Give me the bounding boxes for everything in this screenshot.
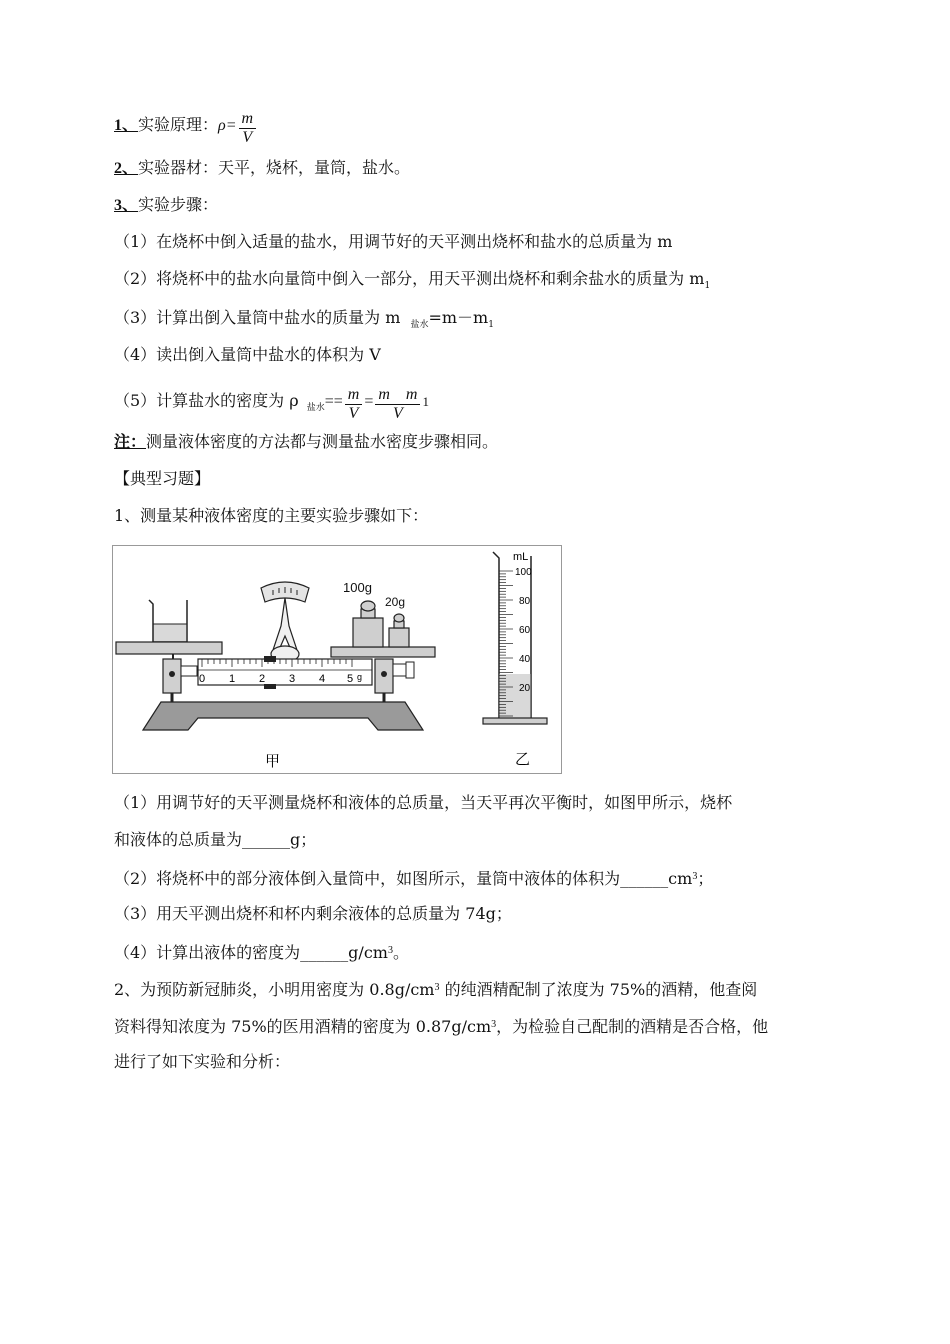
step-4 xyxy=(114,344,381,366)
exercise-heading-text: 【典型习题】 xyxy=(114,469,211,488)
fraction-denominator: V xyxy=(348,405,359,422)
steps-heading-line xyxy=(114,194,218,217)
question-2-line-2-rest: ，为检验自己配制的酒精是否合格，他 xyxy=(496,1017,769,1036)
note-line xyxy=(114,431,498,453)
question-2-line-2-text: 资料得知浓度为 75%的医用酒精的密度为 0.87g/cm xyxy=(114,1017,492,1036)
question-2-line-2 xyxy=(114,1014,768,1038)
note-text: 测量液体密度的方法都与测量盐水密度步骤相同。 xyxy=(146,432,499,451)
step-5-subscript: 盐水 xyxy=(306,403,325,413)
question-1-part-1b-text: 和液体的总质量为______g； xyxy=(114,830,317,849)
scale-tick-0: 0 xyxy=(199,673,206,685)
step-2-subscript: 1 xyxy=(704,281,711,291)
section-3-number: 3、 xyxy=(114,197,139,214)
fraction-numerator: m m xyxy=(375,386,420,405)
balance-base xyxy=(143,702,423,730)
fraction-denominator: V xyxy=(242,129,253,146)
step-1-text: （1）在烧杯中倒入适量的盐水，用调节好的天平测出烧杯和盐水的总质量为 m xyxy=(114,232,673,251)
right-pan xyxy=(331,647,435,657)
principle-label: 实验原理： xyxy=(138,115,219,134)
fraction-numerator: m xyxy=(345,386,363,405)
question-1-part-2 xyxy=(114,866,713,890)
step-5-text: （5）计算盐水的密度为 ρ xyxy=(114,391,299,410)
scale-tick-4: 4 xyxy=(319,673,326,685)
step-1 xyxy=(114,231,672,253)
left-pan xyxy=(116,642,222,654)
question-2-line-2-sup: 3 xyxy=(491,1019,497,1030)
rho-symbol: ρ= xyxy=(218,117,237,134)
balance-and-cylinder-figure xyxy=(112,545,562,774)
step-3-subscript-1: 1 xyxy=(488,320,494,330)
scale-tick-1: 1 xyxy=(229,673,236,685)
question-1-part-4-text: （4）计算出液体的密度为______g/cm xyxy=(114,943,388,962)
question-1-part-1a xyxy=(114,792,732,814)
question-2-line-3 xyxy=(114,1051,290,1073)
exercise-heading xyxy=(114,468,210,490)
question-2-line-1-text: 2、为预防新冠肺炎，小明用密度为 0.8g/cm xyxy=(114,980,435,999)
question-1-part-3 xyxy=(114,903,512,925)
question-2-line-1-rest: 的纯酒精配制了浓度为 75%的酒精，他查阅 xyxy=(439,980,758,999)
weight-20g-icon xyxy=(389,614,409,647)
section-1-number: 1、 xyxy=(114,117,139,134)
fraction-numerator: m xyxy=(239,110,257,129)
note-label: 注： xyxy=(114,432,147,451)
question-1-part-2-sup: 3 xyxy=(692,871,698,882)
question-1-part-3-text: （3）用天平测出烧杯和杯内剩余液体的总质量为 74g； xyxy=(114,904,512,923)
question-2-line-1-sup: 3 xyxy=(434,982,440,993)
step-5-equals-2: = xyxy=(364,393,374,410)
beaker-icon xyxy=(149,600,187,642)
equipment-text: 实验器材：天平，烧杯，量筒，盐水。 xyxy=(138,158,411,177)
equipment-line xyxy=(114,157,410,180)
question-2-line-1 xyxy=(114,977,757,1001)
step-3-equation: =m－m xyxy=(428,308,489,327)
figure-label-yi: 乙 xyxy=(515,750,531,768)
step-5-tail: 1 xyxy=(422,394,429,409)
step-2-text: （2）将烧杯中的盐水向量筒中倒入一部分，用天平测出烧杯和剩余盐水的质量为 m xyxy=(114,269,705,288)
left-balance-nut xyxy=(163,659,197,693)
scale-tick-3: 3 xyxy=(289,673,296,685)
weight-20g-label: 20g xyxy=(385,595,406,609)
weight-100g-icon xyxy=(353,601,383,647)
scale-tick-2: 2 xyxy=(259,673,266,685)
step-5-fraction-2 xyxy=(375,386,420,423)
question-1-part-4 xyxy=(114,940,409,964)
step-3 xyxy=(114,307,494,336)
step-4-text: （4）读出倒入量筒中盐水的体积为 V xyxy=(114,345,381,364)
question-1-part-4-end: 。 xyxy=(392,943,409,962)
pointer-dial-icon xyxy=(261,582,309,662)
cylinder-tick-80: 80 xyxy=(519,596,531,607)
principle-line xyxy=(114,110,258,147)
right-balance-nut xyxy=(375,659,414,693)
cylinder-unit: mL xyxy=(513,551,529,563)
fraction-denominator: V xyxy=(393,405,403,422)
question-1-part-1b xyxy=(114,829,316,851)
scale-tick-5: 5 xyxy=(347,673,354,685)
cylinder-tick-60: 60 xyxy=(519,625,531,636)
question-1-part-2-text: （2）将烧杯中的部分液体倒入量筒中，如图所示，量筒中液体的体积为______cm xyxy=(114,869,693,888)
density-fraction xyxy=(239,110,257,147)
figure-label-jia: 甲 xyxy=(265,752,281,770)
cylinder-tick-20: 20 xyxy=(519,683,531,694)
step-5-equals: == xyxy=(324,393,343,410)
question-1-intro-text: 1、测量某种液体密度的主要实验步骤如下： xyxy=(114,506,429,525)
question-2-line-3-text: 进行了如下实验和分析： xyxy=(114,1052,291,1071)
question-1-part-4-sup: 3 xyxy=(387,945,393,956)
steps-heading-text: 实验步骤： xyxy=(138,195,219,214)
step-5 xyxy=(114,386,429,423)
question-1-part-1a-text: （1）用调节好的天平测量烧杯和液体的总质量，当天平再次平衡时，如图甲所示，烧杯 xyxy=(114,793,733,812)
step-5-fraction-1 xyxy=(345,386,363,423)
step-3-subscript-saltwater: 盐水 xyxy=(410,320,429,330)
cylinder-tick-100: 100 xyxy=(515,567,532,578)
weight-100g-label: 100g xyxy=(343,580,372,595)
section-2-number: 2、 xyxy=(114,160,139,177)
step-3-text: （3）计算出倒入量筒中盐水的质量为 m xyxy=(114,308,401,327)
cylinder-tick-40: 40 xyxy=(519,654,531,665)
scale-unit: g xyxy=(357,672,363,682)
step-2 xyxy=(114,268,710,297)
question-1-part-2-end: ； xyxy=(697,869,714,888)
question-1-intro xyxy=(114,505,428,527)
